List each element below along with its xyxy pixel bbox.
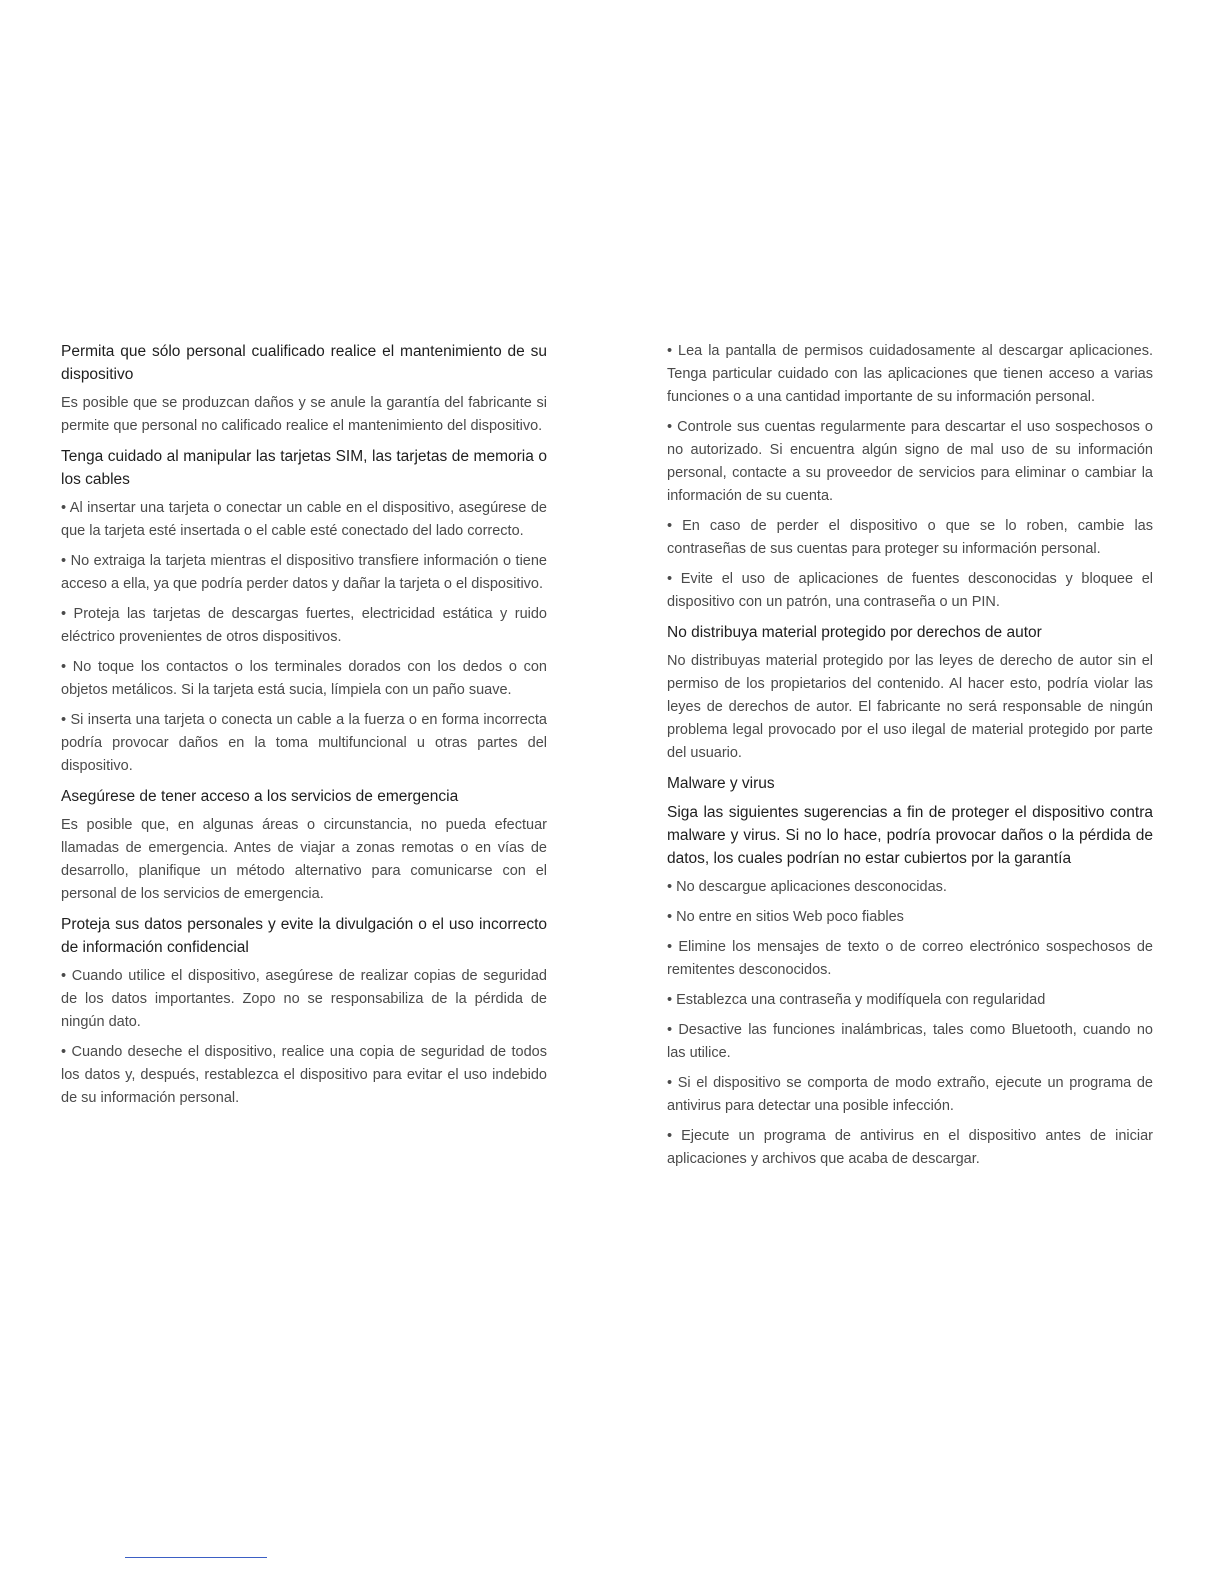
bullet-item: • Lea la pantalla de permisos cuidadosamente al descargar aplicaciones. Tenga particular cuidado con las aplicaciones que tienen acceso a varias funciones o a una cantidad importante de su información personal. (667, 343, 1153, 405)
bullet-item: • Establezca una contraseña y modifíquela con regularidad (667, 992, 1046, 1008)
bullet-item: • Elimine los mensajes de texto o de correo electrónico sospechosos de remitentes desconocidos. (667, 939, 1153, 978)
section-heading-personal-data: Proteja sus datos personales y evite la divulgación o el uso incorrecto de información confidencial (61, 916, 547, 956)
bullet-item: • Controle sus cuentas regularmente para descartar el uso sospechosos o no autorizado. Si encuentra algún signo de mal uso de su información personal, contacte a su proveedor de servicios para eliminar o cambiar la información de su cuenta. (667, 419, 1153, 504)
section-heading-malware: Malware y virus (667, 775, 775, 792)
bullet-item: • No descargue aplicaciones desconocidas. (667, 879, 947, 895)
section-heading-maintenance: Permita que sólo personal cualificado realice el mantenimiento de su dispositivo (61, 343, 547, 383)
bullet-item: • No toque los contactos o los terminales dorados con los dedos o con objetos metálicos. Si la tarjeta está sucia, límpiela con un paño suave. (61, 659, 547, 698)
bullet-item: • No entre en sitios Web poco fiables (667, 909, 904, 925)
right-column (667, 340, 1153, 1178)
bullet-item: • Si inserta una tarjeta o conecta un cable a la fuerza o en forma incorrecta podría provocar daños en la toma multifuncional u otras partes del dispositivo. (61, 712, 547, 774)
section-subheading-malware: Siga las siguientes sugerencias a fin de proteger el dispositivo contra malware y virus. Si no lo hace, podría provocar daños o la pérdida de datos, los cuales podrían no estar cubiertos por la garantía (667, 804, 1153, 867)
bullet-item: • Si el dispositivo se comporta de modo extraño, ejecute un programa de antivirus para detectar una posible infección. (667, 1075, 1153, 1114)
footnote-divider (125, 1557, 267, 1558)
section-heading-sim-cards: Tenga cuidado al manipular las tarjetas SIM, las tarjetas de memoria o los cables (61, 448, 547, 488)
bullet-item: • Desactive las funciones inalámbricas, tales como Bluetooth, cuando no las utilice. (667, 1022, 1153, 1061)
bullet-item: • En caso de perder el dispositivo o que se lo roben, cambie las contraseñas de sus cuentas para proteger su información personal. (667, 518, 1153, 557)
bullet-item: • Cuando deseche el dispositivo, realice una copia de seguridad de todos los datos y, después, restablezca el dispositivo para evitar el uso indebido de su información personal. (61, 1044, 547, 1106)
section-paragraph-copyright: No distribuyas material protegido por las leyes de derecho de autor sin el permiso de los propietarios del contenido. Al hacer esto, podría violar las leyes de derechos de autor. El fabricante no será responsable de ningún problema legal provocado por el uso ilegal de material protegido por parte del usuario. (667, 653, 1153, 761)
section-paragraph-emergency: Es posible que, en algunas áreas o circunstancia, no pueda efectuar llamadas de emergencia. Antes de viajar a zonas remotas o en vías de desarrollo, planifique un método alternativo para comunicarse con el personal de los servicios de emergencia. (61, 817, 547, 902)
bullet-item: • Cuando utilice el dispositivo, asegúrese de realizar copias de seguridad de los datos importantes. Zopo no se responsabiliza de la pérdida de ningún dato. (61, 968, 547, 1030)
section-heading-copyright: No distribuya material protegido por derechos de autor (667, 624, 1042, 641)
section-heading-emergency: Asegúrese de tener acceso a los servicios de emergencia (61, 788, 459, 805)
bullet-item: • Evite el uso de aplicaciones de fuentes desconocidas y bloquee el dispositivo con un patrón, una contraseña o un PIN. (667, 571, 1153, 610)
bullet-item: • Al insertar una tarjeta o conectar un cable en el dispositivo, asegúrese de que la tarjeta esté insertada o el cable esté conectado del lado correcto. (61, 500, 547, 539)
section-paragraph-maintenance: Es posible que se produzcan daños y se anule la garantía del fabricante si permite que personal no calificado realice el mantenimiento del dispositivo. (61, 395, 547, 434)
bullet-item: • No extraiga la tarjeta mientras el dispositivo transfiere información o tiene acceso a ella, ya que podría perder datos y dañar la tarjeta o el dispositivo. (61, 553, 547, 592)
left-column (61, 340, 547, 1117)
bullet-item: • Ejecute un programa de antivirus en el dispositivo antes de iniciar aplicaciones y archivos que acaba de descargar. (667, 1128, 1153, 1167)
bullet-item: • Proteja las tarjetas de descargas fuertes, electricidad estática y ruido eléctrico provenientes de otros dispositivos. (61, 606, 547, 645)
